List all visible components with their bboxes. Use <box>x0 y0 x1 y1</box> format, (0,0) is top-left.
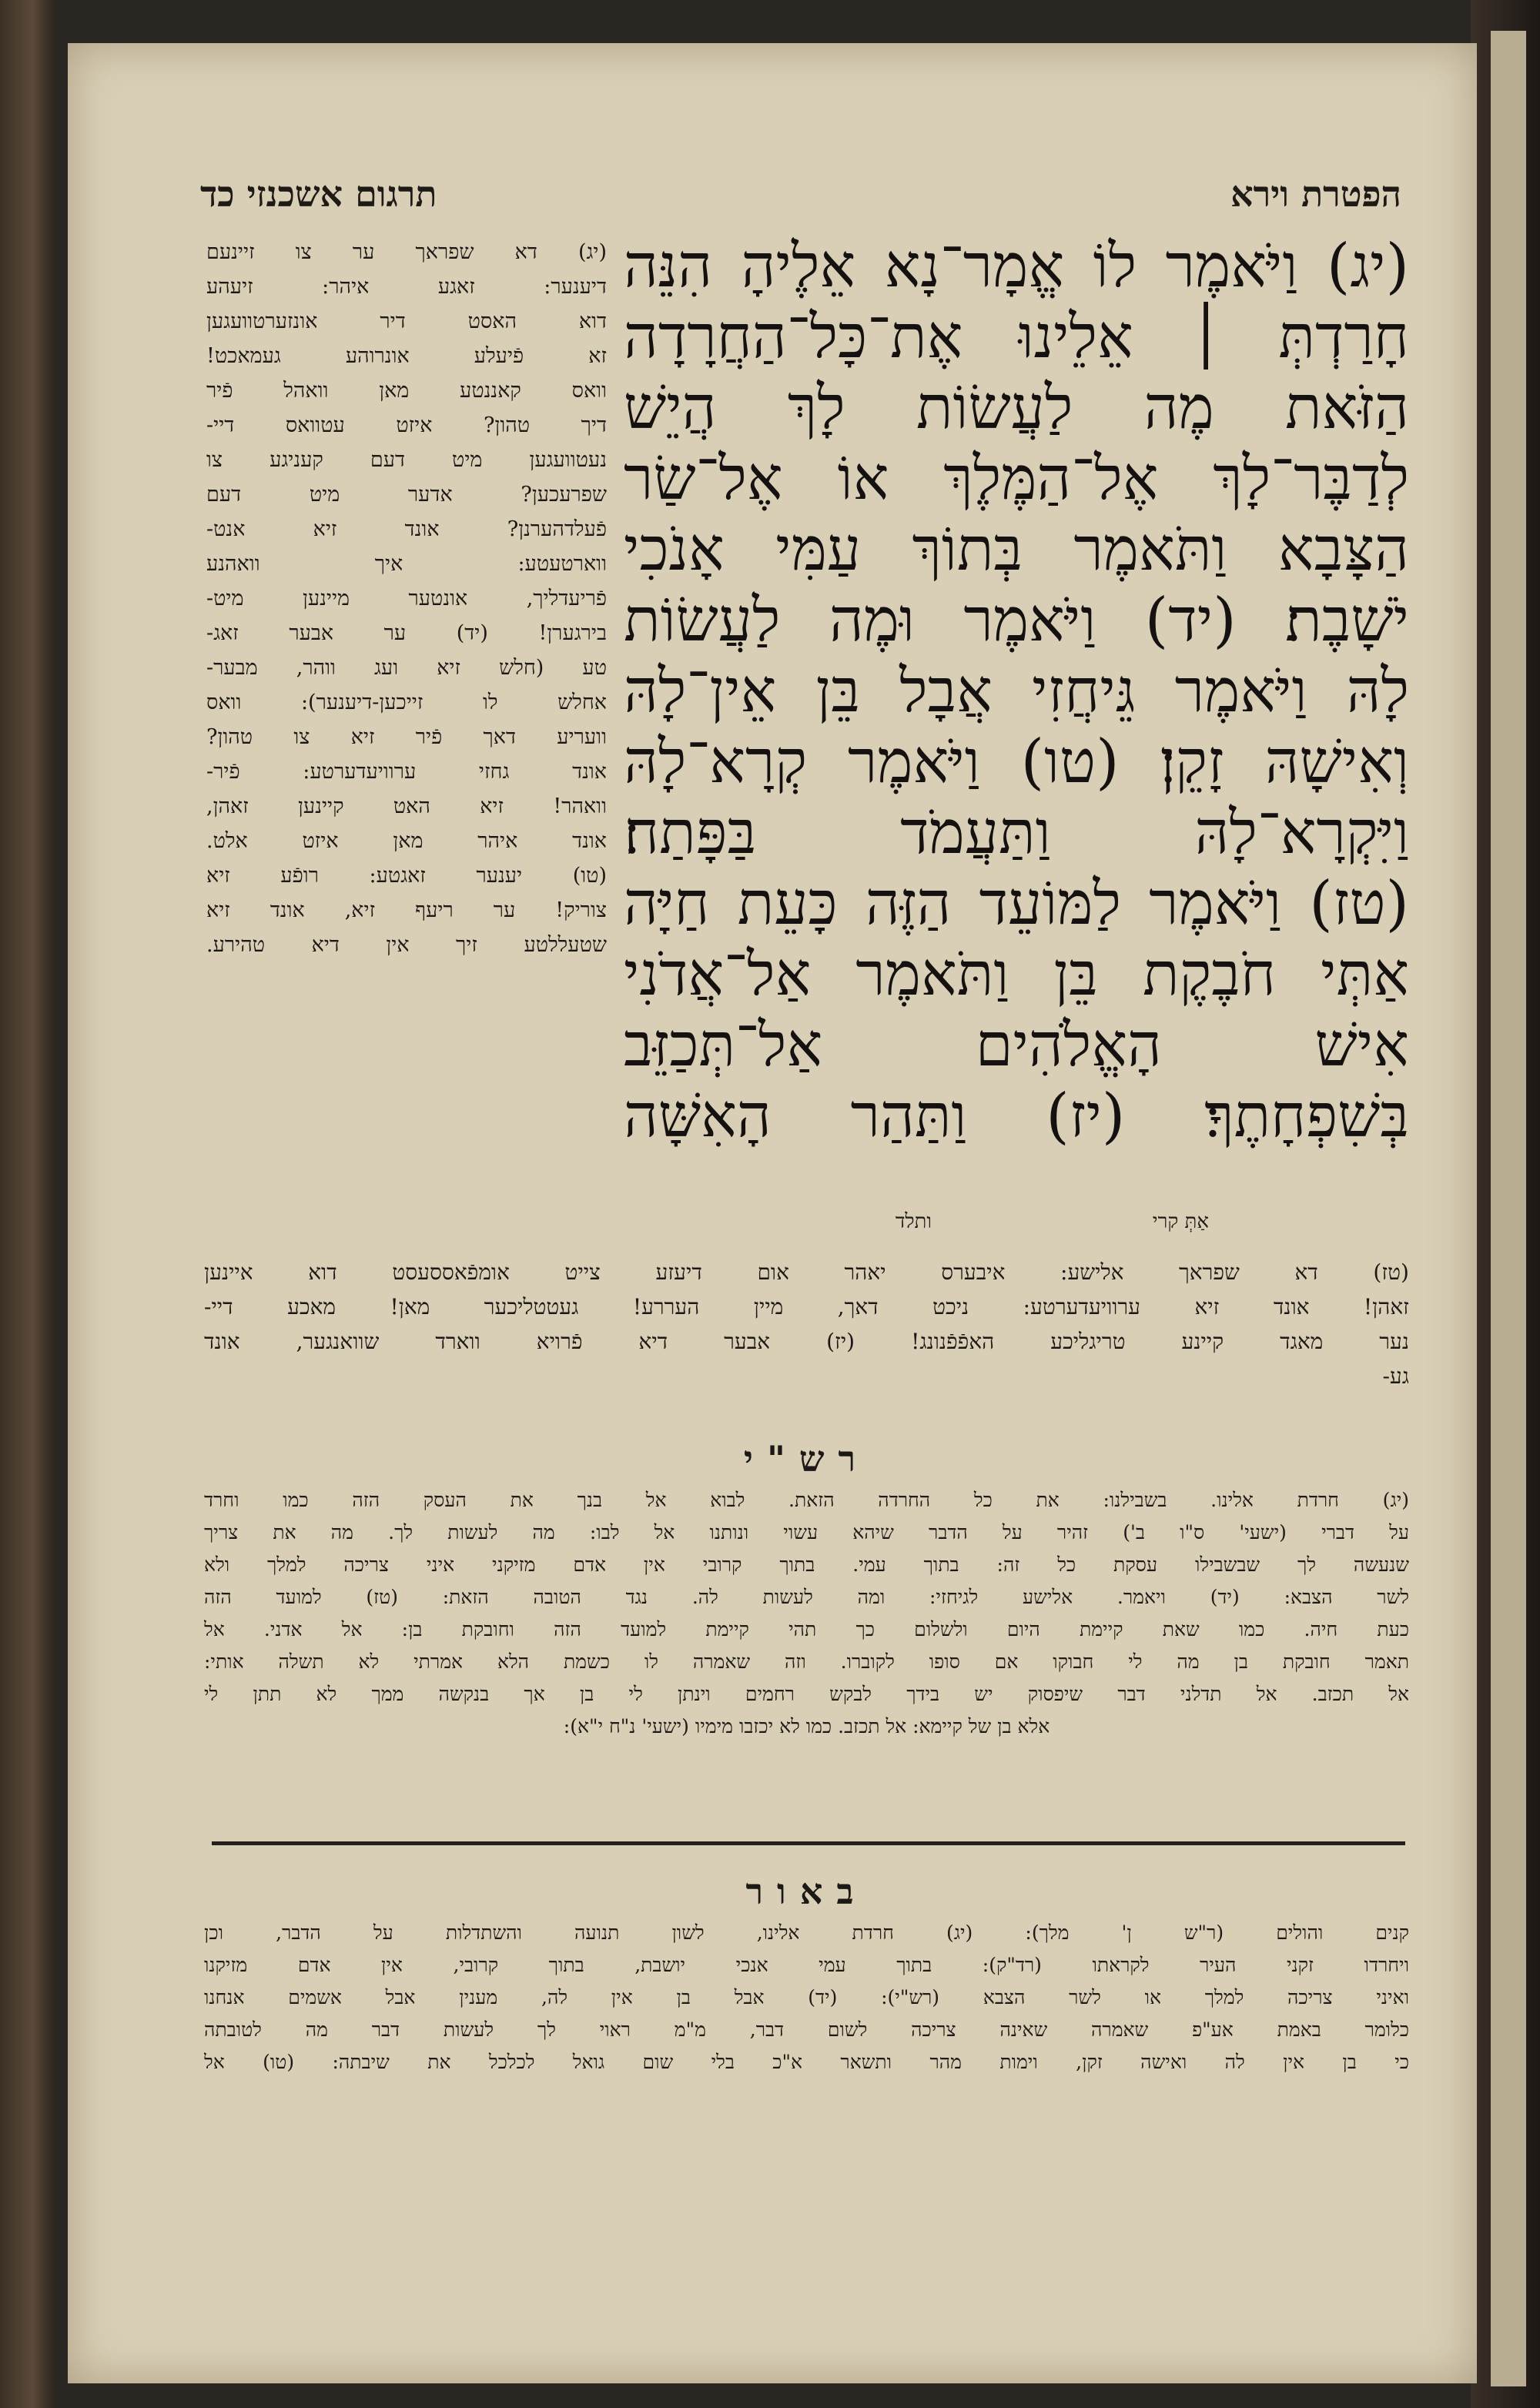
rashi-line: כעת חיה. כמו שאת קיימת היום ולשלום כך תהי קיימת למועד הזה וחובקת בן: אל אדני. אל <box>204 1618 1409 1640</box>
hebrew-line: בְּשִׁפְחָתֶךָ׃ (יז) וַתַּהַר הָאִשָּׁה <box>624 1082 1409 1151</box>
translation-line: פֿעלדהערנן? אונד זיא אנט- <box>206 517 607 541</box>
hebrew-line: לָהּ וַיֹּאמֶר גֵּיחֲזִי אֲבָל בֵּן אֵין־לָהּ <box>624 657 1409 726</box>
beur-commentary <box>204 1917 1409 2079</box>
translation-line: דיענער: זאגע איהר: זיעהע <box>206 275 607 299</box>
translation-line: שטעללטע זיך אין דיא טהירע. <box>206 933 607 957</box>
translation-line: אחלש לו זייכען-דיענער): וואס <box>206 691 607 714</box>
hebrew-line: (יג) וַיֹּאמֶר לוֹ אֱמָר־נָא אֵלֶיהָ הִנֵּה <box>624 232 1409 301</box>
hebrew-text-column <box>624 231 1409 1152</box>
running-head <box>200 173 1401 235</box>
hebrew-line: הַצָּבָא וַתֹּאמֶר בְּתוֹךְ עַמִּי אָנֹכִי <box>624 515 1409 584</box>
translation-line: נעטוועגען מיט דעם קעניגע צו <box>206 448 607 472</box>
book-spine-left <box>0 0 54 2408</box>
rashi-line: אל תכזב. אל תדלני דבר שיפסוק יש בידך לבקש רחמים וינתן לי בן אך בנקשה ממך לא תתן לי <box>204 1683 1409 1705</box>
rashi-line: (יג) חרדת אלינו. בשבילנו: את כל החרדה הזאת. לבוא אל בנך את העסק הזה כמו וחרד <box>204 1489 1409 1511</box>
adjacent-page-edge <box>1491 31 1526 2386</box>
section-divider <box>212 1841 1405 1845</box>
translation-line: פֿריעדליך, אונטער מיינען מיט- <box>206 587 607 610</box>
rashi-line: לשר הצבא: (יד) ויאמר. אלישע לגיחזי: ומה לעשות לה. נגד הטובה הזאת: (טז) למועד הזה <box>204 1586 1409 1608</box>
rashi-line: תאמר חובקת בן מה לי חבוקו אם סופו לקוברו. וזה שאמרה לו כשמת הלא אמרתי לא תשלה אותי: <box>204 1650 1409 1673</box>
translation-line: שפרעכען? אדער מיט דעם <box>206 483 607 507</box>
rashi-line: על דברי (ישעי' ס"ו ב') זהיר על הדבר שיהא עשוי ונותנו אל לבו: מה לעשות לך. מה את צריך <box>204 1521 1409 1543</box>
running-head-right: הפטרת וירא <box>1230 173 1401 215</box>
rashi-commentary <box>204 1484 1409 1743</box>
translation-line: דיך טהון? איזט עטוואס דיי- <box>206 413 607 437</box>
translation-line: דוא האסט דיר אונזערטוועגען <box>206 309 607 333</box>
hebrew-line: חָרַדְתְּ ׀ אֵלֵינוּ אֶת־כָּל־הַחֲרָדָה <box>624 303 1409 372</box>
translation-line: (יג) דא שפראך ער צו זיינעם <box>206 240 607 264</box>
hebrew-line: הַזֹּאת מֶה לַעֲשׂוֹת לָךְ הֲיֵשׁ <box>624 373 1409 443</box>
translation-line: טע (חלש זיא ועג ווהר, מבער- <box>206 656 607 680</box>
translation-continuation <box>204 1255 1409 1393</box>
beur-line: כלומר באמת אע"פ שאמרה שאינה צריכה לשום דבר, מ"מ ראוי לך לעשות דבר מה לטובתה <box>204 2018 1409 2041</box>
rashi-line: שנעשה לך שבשבילו עסקת כל זה: בתוך עמי. בתוך קרובי אין אדם מזיקני איני צריכה למלך ולא <box>204 1553 1409 1576</box>
qere-note: ותלד <box>895 1210 932 1233</box>
translation-line: בירגערן! (יד) ער אבער זאג- <box>206 621 607 645</box>
translation-line: ווארטעטע: איך וואהנע <box>206 552 607 576</box>
rashi-heading: רש"י <box>743 1438 870 1480</box>
translation-line: אונד איהר מאן איזט אלט. <box>206 829 607 853</box>
translation-line: (טז) דא שפראך אלישע: איבערס יאהר אום דיעזע צייט אומפֿאססעסט דוא איינען <box>204 1259 1409 1285</box>
running-head-left: תרגום אשכנזי כד <box>200 173 437 215</box>
hebrew-line: אִישׁ הָאֱלֹהִים אַל־תְּכַזֵּב <box>624 1011 1409 1080</box>
qere-note: אַתְּ קרי <box>1152 1210 1209 1233</box>
beur-line: ואיני צריכה למלך או לשר הצבא (רש"י): (יד) אבל בן אין לה, מענין אבל אשמים אנחנו <box>204 1986 1409 2008</box>
translation-line: אונד גחזי ערוויעדערטע: פֿיר- <box>206 760 607 784</box>
translation-line: וואהר! זיא האט קיינען זאהן, <box>206 794 607 818</box>
beur-line: קנים והולים (ר"ש ן' מלך): (יג) חרדת אלינו, לשון תנועה והשתדלות על הדבר, וכן <box>204 1921 1409 1944</box>
hebrew-line: וְאִישָׁהּ זָקֵן׃ (טו) וַיֹּאמֶר קְרָא־לָהּ <box>624 727 1409 797</box>
hebrew-line: וַיִּקְרָא־לָהּ וַתַּעֲמֹד בַּפָּתַח׃ <box>624 798 1409 868</box>
translation-line: צוריק! ער ריעף זיא, אונד זיא <box>206 898 607 922</box>
qere-notes <box>624 1210 1409 1241</box>
rashi-line: אלא בן של קיימא: אל תכזב. כמו לא יכזבו מימיו (ישעי' נ"ח י"א): <box>563 1715 1050 1737</box>
translation-line: זאהן! אונד זיא ערוויעדערטע: ניכט דאך, מיין העררע! געטטליכער מאן! מאכע דיי- <box>204 1294 1409 1319</box>
yiddish-translation-column <box>206 235 607 962</box>
beur-heading: באור <box>745 1871 868 1912</box>
beur-line: כי בן אין לה ואישה זקן, וימות מהר ותשאר א"כ בלי שום גואל לכלכל את שיבתה: (טו) אל <box>204 2051 1409 2073</box>
translation-line: זא פֿיעלע אונרוהע געמאכט! <box>206 344 607 368</box>
translation-line: גע- <box>1382 1363 1409 1389</box>
hebrew-line: לְדַבֶּר־לָךְ אֶל־הַמֶּלֶךְ אוֹ אֶל־שַׂר <box>624 444 1409 513</box>
hebrew-line: אַתְּי חֹבֶקֶת בֵּן וַתֹּאמֶר אַל־אֲדֹנִי <box>624 940 1409 1009</box>
beur-line: ויחרדו זקני העיר לקראתו (רד"ק): בתוך עמי אנכי יושבת, בתוך קרובי, אין אדם מזיקנו <box>204 1954 1409 1976</box>
translation-line: (טו) יענער זאגטע: רופֿע זיא <box>206 864 607 888</box>
translation-line: וואס קאננטע מאן וואהל פֿיר <box>206 379 607 403</box>
translation-line: נער מאגד קיינע טריגליכע האפֿפֿנונג! (יז) אבער דיא פֿרויא ווארד שוואנגער, אונד <box>204 1329 1409 1354</box>
hebrew-line: יֹשָׁבֶת׃ (יד) וַיֹּאמֶר וּמֶה לַעֲשׂוֹת <box>624 586 1409 655</box>
translation-line: וועריע דאך פֿיר זיא צו טהון? <box>206 725 607 749</box>
hebrew-line: (טז) וַיֹּאמֶר לַמּוֹעֵד הַזֶּה כָּעֵת חַיָּה <box>624 869 1409 938</box>
